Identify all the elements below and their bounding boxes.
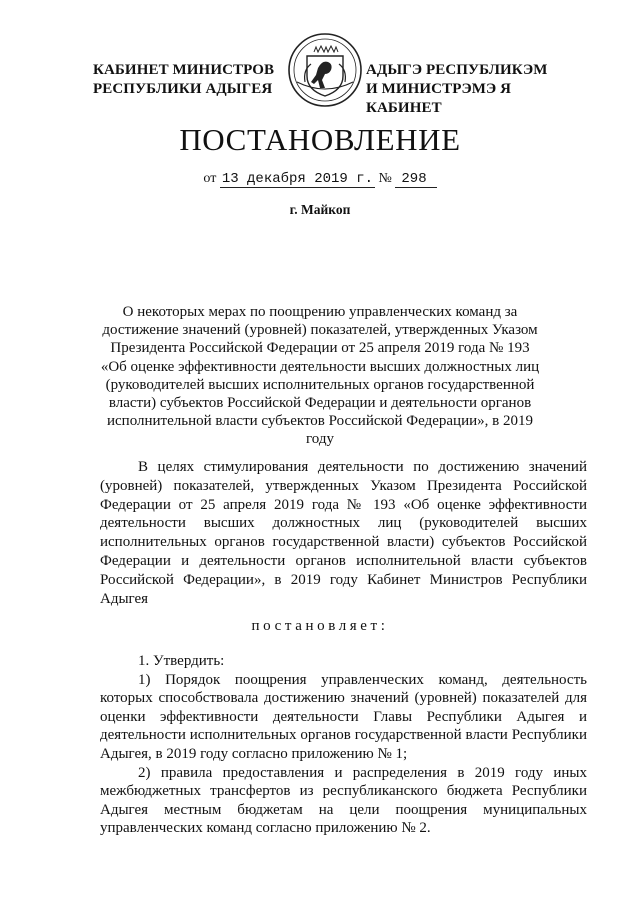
header-left-line2: РЕСПУБЛИКИ АДЫГЕЯ	[93, 81, 273, 97]
document-date: 13 декабря 2019 г.	[221, 171, 374, 187]
item-1: 1. Утвердить:	[138, 653, 225, 669]
header-right-authority	[366, 61, 586, 118]
item-1-1: 1) Порядок поощрения управленческих команд, деятельность которых способствовала достижению значений (уровней) показателей для оценки эффективности деятельности Главы Республики Адыгея и деятельности исполнительных органов государственной власти Республики Адыгея, в 2019 году согласно приложению № 1;	[100, 671, 587, 762]
item-1-2: 2) правила предоставления и распределения в 2019 году иных межбюджетных трансфертов из республиканского бюджета Республики Адыгея местным бюджетам на цели поощрения муниципальных управленческих команд согласно приложению № 2.	[100, 764, 587, 837]
resolves-heading: постановляет:	[251, 618, 389, 634]
document-subject: О некоторых мерах по поощрению управленческих команд за достижение значений (уровней) показателей, утвержденных Указом Президента Российской Федерации от 25 апреля 2019 года № 193 «Об оценке эффективности деятельности высших должностных лиц (руководителей высших исполнительных органов государственной власти) субъектов Российской Федерации и деятельности органов исполнительной власти субъектов Российской Федерации», в 2019 году	[100, 304, 540, 448]
header-left-line1: КАБИНЕТ МИНИСТРОВ	[93, 62, 275, 78]
header-left-authority	[93, 61, 283, 99]
document-title: ПОСТАНОВЛЕНИЕ	[179, 122, 461, 157]
coat-of-arms-icon	[287, 32, 363, 108]
preamble	[100, 458, 587, 608]
document-number: 298	[395, 171, 436, 188]
header-right-line1: АДЫГЭ РЕСПУБЛИКЭМ	[366, 62, 548, 78]
date-prefix: от	[203, 171, 217, 186]
header-right-line2: И МИНИСТРЭМЭ Я КАБИНЕТ	[366, 81, 512, 116]
resolution-items	[100, 652, 587, 838]
date-number-line	[0, 170, 640, 188]
city-name: г. Майкоп	[289, 202, 351, 217]
preamble-paragraph: В целях стимулирования деятельности по достижению значений (уровней) показателей, утвержденных Указом Президента Российской Федерации от 25 апреля 2019 года № 193 «Об оценке эффективности деятельности высших должностных лиц (руководителей высших исполнительных органов государственной власти) субъектов Российской Федерации и деятельности органов исполнительной власти субъектов Российской Федерации», в 2019 году Кабинет Министров Республики Адыгея	[100, 459, 587, 607]
number-label: №	[378, 171, 392, 186]
